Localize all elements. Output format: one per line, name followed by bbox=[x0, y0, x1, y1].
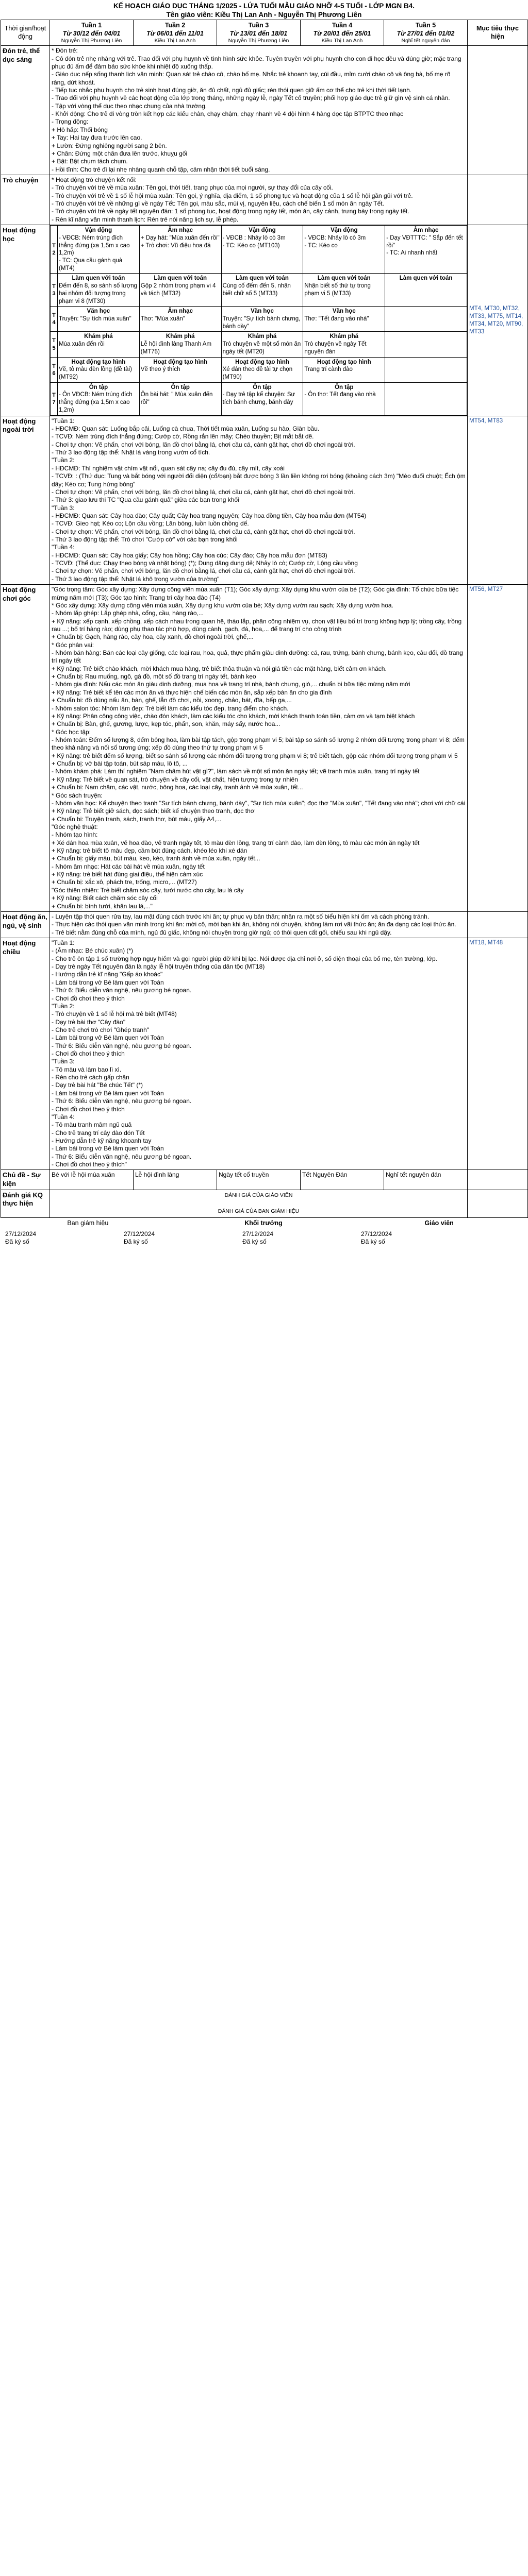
text-line: * Góc sách truyện: bbox=[52, 791, 103, 799]
title-line-2: Tên giáo viên: Kiều Thị Lan Anh - Nguyễn Thị Phương Liên bbox=[166, 10, 362, 19]
lesson-subject: Làm quen với toán bbox=[154, 275, 207, 282]
an-ngu-row bbox=[1, 911, 528, 938]
lesson-subject: Làm quen với toán bbox=[72, 275, 125, 282]
admin-evaluation-label: ĐÁNH GIÁ CỦA BAN GIÁM HIỆU bbox=[218, 1208, 300, 1215]
choi-goc-row bbox=[1, 585, 528, 912]
lesson-content: Thơ: "Tết đang vào nhà" bbox=[304, 316, 369, 322]
text-line: - Trẻ biết nằm đúng chỗ của mình, ngủ đủ giấc, không nói chuyện trong giờ ngủ; có thói quen cất gối, chiếu sau khi ngủ dậy. bbox=[52, 928, 392, 936]
sign-date: 27/12/2024 bbox=[242, 1230, 274, 1238]
text-line: "Tuần 4: bbox=[52, 544, 75, 551]
text-line: - Làm bài trong vở Bé làm quen với Toán bbox=[52, 978, 164, 986]
text-line: "Tuần 1: bbox=[52, 417, 75, 425]
text-line: + Chuẩn bị: Gạch, hàng rào, cây hoa, cây xanh, đồ chơi ngoài trời, ghế,... bbox=[52, 633, 254, 641]
lesson-content: Mùa xuân đến rồi bbox=[59, 341, 105, 348]
text-line: - Trò chuyện với trẻ về ngày tết nguyên đán: 1 số phong tục, hoạt động trong ngày tết, món ăn, cây cảnh, trưng bày trong ngày tết. bbox=[52, 208, 409, 215]
signature-date-block bbox=[119, 1230, 237, 1246]
text-line: - TCVĐ: : (Thứ dục: Tung và bắt bóng với người đối diện (cổ/bạn) bắt được bóng 3 lần liền không rơi bóng (khoảng cách 3m) "Mèo đuổi chuột; Ếch ộm dây; Kéo co; Tung hứng bóng" bbox=[52, 472, 466, 488]
lesson-content: + Dạy hát: "Mùa xuân đến rồi" + Trò chơi: Vũ điệu hoa đá bbox=[140, 234, 220, 249]
tro-chuyen-row bbox=[1, 175, 528, 225]
text-line: - HĐCMĐ: Quan sát: Luống bắp cải, Luống cà chua, Thời tiết mùa xuân, Luống su hào, Giàn bầu. bbox=[52, 425, 320, 432]
lesson-subject: Văn học bbox=[332, 308, 356, 315]
lesson-subject: Làm quen với toán bbox=[399, 275, 453, 282]
day-label: T3 bbox=[51, 274, 58, 307]
text-line: * Góc xây dựng: Xây dựng công viên mùa xuân, Xây dựng khu vườn của bé; Xây dựng vườn rau sạch; Xây dựng vườn hoa. bbox=[52, 601, 393, 609]
text-line: - Thứ 3 lao động tập thể: Nhặt lá khô trong vườn của trường" bbox=[52, 575, 220, 583]
text-line: - Dạy trẻ bài thơ "Cây đào" bbox=[52, 1018, 126, 1026]
text-line: * Đón trẻ: bbox=[52, 47, 78, 55]
lesson-subject: Âm nhạc bbox=[168, 308, 193, 315]
lesson-content: Trò chuyện về một số món ăn ngày tết (MT20) bbox=[222, 341, 301, 355]
lesson-subject: Vận động bbox=[331, 227, 358, 234]
lesson-cell bbox=[139, 357, 221, 382]
week-teacher: Nguyễn Thị Phương Liên bbox=[61, 37, 122, 44]
text-line: "Góc thiên nhiên: Trẻ biết chăm sóc cây, tưới nước cho cây, lau lá cây bbox=[52, 886, 244, 894]
text-line: + Lườn: Đứng nghiêng người sang 2 bên. bbox=[52, 142, 167, 149]
lesson-content: Gộp 2 nhóm trong phạm vi 4 và tách (MT32) bbox=[140, 283, 216, 297]
text-line: + Chuẩn bị: giấy màu, bút màu, keo, kéo, tranh ảnh về mùa xuân, ngày tết... bbox=[52, 855, 260, 862]
goal-cell bbox=[468, 46, 528, 175]
lesson-subject: Vận động bbox=[85, 227, 112, 234]
lesson-content: - VĐCB: Ném trúng đích thẳng đứng (xa 1,5m x cao 1,2m) - TC: Qua cầu gánh quả (MT4) bbox=[59, 234, 130, 272]
text-line: + Hô hấp: Thổi bóng bbox=[52, 126, 108, 133]
text-line: - Cho trẻ ôn tập 1 số trường hợp nguy hiểm và gọi người giúp đỡ khi bị lạc. Nói được địa chỉ nơi ở, số điện thoại của bố mẹ, tên trường, lớp. bbox=[52, 955, 437, 962]
text-line: - Thứ 3 lao động tập thể: Nhặt lá vàng trong vườn cổ tích. bbox=[52, 449, 210, 456]
signature-dates bbox=[0, 1230, 527, 1246]
lesson-cell bbox=[303, 332, 385, 357]
row-label: Hoạt động ngoài trời bbox=[1, 416, 50, 585]
text-line: + Chuẩn bị: Bàn, ghế, gương, lược, kẹp tóc, phấn, son, khăn, máy sấy, nước hoa... bbox=[52, 720, 280, 728]
text-line: - Trọng động: bbox=[52, 118, 89, 126]
text-line: + Kỹ năng: Biết cách chăm sóc cây cối bbox=[52, 894, 158, 902]
text-line: - TCVĐ: Ném trúng đích thẳng đứng; Cướp cờ, Rồng rắn lên mây; Chèo thuyền; Bịt mắt bắt dê. bbox=[52, 433, 314, 440]
don-tre-row bbox=[1, 46, 528, 175]
lesson-subject: Làm quen với toán bbox=[236, 275, 289, 282]
lesson-cell bbox=[139, 274, 221, 307]
chu-de-row bbox=[1, 1170, 528, 1190]
text-line: - Chơi tự chọn: Vẽ phấn, chơi với bóng, lăn đồ chơi bằng lá, chơi cầu cá, cành gặt hạt, chơi đồ chơi ngoài trời. bbox=[52, 440, 355, 448]
chieu-row bbox=[1, 938, 528, 1170]
goal-cell bbox=[468, 911, 528, 938]
text-line: - Nhóm salon tóc: Nhóm làm đẹp: Trẻ biết làm các kiểu tóc đẹp, trang điểm cho khách. bbox=[52, 704, 289, 712]
text-line: - Nhóm lắp ghép: Lắp ghép nhà, cổng, cầu, hàng rào,... bbox=[52, 609, 204, 617]
lesson-cell bbox=[58, 226, 140, 274]
text-line: - Dạy trẻ bài hát "Bé chúc Tết" (*) bbox=[52, 1081, 143, 1089]
text-line: - Hướng dẫn trẻ kỹ năng khoanh tay bbox=[52, 1137, 152, 1144]
text-line: - Hồi tĩnh: Cho trẻ đi lại nhẹ nhàng quanh chỗ tập, cảm nhận thời tiết buổi sáng. bbox=[52, 165, 270, 173]
text-line: + Chuẩn bị: xắc xô, phách tre, trống, micro,... (MT27) bbox=[52, 878, 197, 886]
text-line: - Chơi đồ chơi theo ý thích bbox=[52, 1050, 125, 1058]
text-line: "Tuần 2: bbox=[52, 456, 75, 464]
text-line: - Chơi tự chọn: Vẽ phấn, chơi với bóng, lăn đồ chơi bằng lá, chơi cầu cá, cành gặt hạt, chơi đồ chơi ngoài trời. bbox=[52, 488, 355, 496]
choi-goc-content bbox=[50, 585, 468, 912]
chu-de-cell: Tết Nguyên Đán bbox=[301, 1170, 384, 1190]
lesson-cell bbox=[385, 307, 467, 332]
text-line: - Nhóm tạo hình: bbox=[52, 831, 98, 839]
don-tre-content bbox=[50, 46, 468, 175]
sign-date: 27/12/2024 bbox=[5, 1230, 37, 1238]
lesson-cell bbox=[139, 382, 221, 415]
lesson-content: Trò chuyện về ngày Tết nguyên đán bbox=[304, 341, 367, 355]
text-line: + Chuẩn bị: vở bài tập toán, bút sáp màu, lô tô, ... bbox=[52, 760, 188, 768]
day-row bbox=[51, 382, 467, 415]
week-dates: Từ 06/01 đến 11/01 bbox=[146, 29, 204, 37]
lesson-cell bbox=[221, 357, 303, 382]
text-line: + Bật: Bật chụm tách chụm. bbox=[52, 158, 128, 165]
text-line: - Nhóm gia đình: Nấu các món ăn giàu dinh dưỡng, mua hoa về trang trí nhà, bánh chưng, giò,... chuẩn bị bữa tiệc mừng năm mới bbox=[52, 681, 410, 688]
text-line: "Góc nghệ thuật: bbox=[52, 823, 98, 831]
text-line: - Chơi tự chọn: Vẽ phấn, chơi với bóng, lăn đồ chơi bằng lá, chơi cầu cá, cành gặt hạt, chơi đồ chơi ngoài trời. bbox=[52, 567, 355, 575]
row-label: Hoạt động chơi góc bbox=[1, 585, 50, 912]
row-label: Hoạt động chiều bbox=[1, 938, 50, 1170]
text-line: - Tiếp tục nhắc phụ huynh cho trẻ sinh hoạt đúng giờ, ăn đủ chất, ngủ đủ giấc; rèn thói quen giữ ấm cơ thể cho trẻ khi thời tiết lạnh. bbox=[52, 86, 412, 94]
text-line: - Thứ 6: Biểu diễn văn nghệ, nêu gương bé ngoan. bbox=[52, 1097, 192, 1105]
lesson-subject: Âm nhạc bbox=[413, 227, 439, 234]
lesson-cell bbox=[385, 274, 467, 307]
sign-date: 27/12/2024 bbox=[361, 1230, 392, 1238]
text-line: - Hướng dẫn trẻ kĩ năng "Gấp áo khoác" bbox=[52, 971, 163, 978]
lesson-content: - Ôn thơ: Tết đang vào nhà bbox=[304, 392, 376, 398]
lesson-content: Ôn bài hát: " Mùa xuân đến rồi" bbox=[140, 392, 213, 406]
week-teacher: Nghỉ tết nguyên đán bbox=[401, 37, 450, 44]
goal-cell bbox=[468, 1190, 528, 1217]
teacher-label: Giáo viên bbox=[424, 1219, 454, 1227]
day-label: T4 bbox=[51, 307, 58, 332]
text-line: - Nhóm toán: Đếm số lượng 8, đếm bông hoa, làm bài tập tách, gộp trong phạm vi 5; bài tập so sánh số lượng 2 nhóm đối tượng trong phạm vi 8; đếm theo khả năng và nối số tương ứng; xếp đồ dùng theo thứ tự trong phạm vi 5 bbox=[52, 736, 465, 752]
lesson-cell bbox=[139, 332, 221, 357]
text-line: "Góc trọng tâm: Góc xây dựng: Xây dựng công viên mùa xuân (T1); Góc xây dựng: Xây dựng khu vườn của bé (T2); Góc gia đình: Tổ chức bữa tiệc mừng năm mới (T3); Góc tạo hình: Trang trí cây hoa đào (T4) bbox=[52, 586, 459, 601]
row-label: Đón trẻ, thể dục sáng bbox=[1, 46, 50, 175]
week-header bbox=[134, 20, 217, 45]
lesson-content: - VĐCB : Nhảy lò cò 3m - TC: Kéo co (MT103) bbox=[222, 234, 286, 249]
text-line: - Thứ 3: giao lưu thi TC "Qua cầu gánh quả" giữa các bạn trong khối bbox=[52, 496, 239, 504]
lesson-plan-page bbox=[0, 0, 528, 1246]
text-line: - Tô màu và làm bao lì xì. bbox=[52, 1065, 122, 1073]
text-line: "Tuần 1: bbox=[52, 939, 75, 946]
text-line: + Kỹ năng: trẻ biết hát đúng giai điệu, thể hiện cảm xúc bbox=[52, 871, 203, 878]
lesson-content: Vẽ, tô màu đèn lồng (đề tài) (MT92) bbox=[59, 366, 132, 381]
goal-cell bbox=[468, 1170, 528, 1190]
lesson-subject: Âm nhạc bbox=[168, 227, 193, 234]
lesson-cell bbox=[385, 226, 467, 274]
lesson-subject: Khám phá bbox=[84, 333, 113, 340]
hoat-dong-hoc-row bbox=[1, 225, 528, 416]
week-label: Tuần 5 bbox=[415, 21, 436, 29]
text-line: - Nhóm khám phá: Làm thí nghiệm "Nam châm hút vật gì?", làm sách về một số món ăn ngày tết; vẽ tranh mùa xuân, trang trí ngày tết bbox=[52, 768, 420, 775]
day-row bbox=[51, 332, 467, 357]
text-line: "Tuần 4: bbox=[52, 1113, 75, 1121]
text-line: * Hoạt động trò chuyện kết nối: bbox=[52, 176, 137, 183]
day-label: T6 bbox=[51, 357, 58, 382]
text-line: * Góc học tập: bbox=[52, 728, 91, 736]
text-line: + Kỹ năng: Trẻ biết về quan sát, trò chuyện về cây cối, vật chất, hiện tượng trong tự nhiên bbox=[52, 775, 298, 783]
text-line: + Chuẩn bị: Truyện tranh, sách, tranh thơ, bút màu, giấy A4,... bbox=[52, 815, 222, 823]
text-line: + Kỹ năng: trẻ biết đếm số lượng, biết so sánh số lượng các nhóm đối tượng trong phạm vi 8; trẻ biết tách, gộp các nhóm đối tượng trong phạm vi 5 bbox=[52, 752, 458, 759]
text-line: - Trò chuyện với trẻ về những gì về ngày Tết: Tên gọi, màu sắc, mùi vị, nguyên liệu, cách chế biến 1 số món ăn ngày Tết. bbox=[52, 200, 384, 208]
text-line: + Kỹ năng: xếp cạnh, xếp chồng, xếp cách nhau trong quan hệ, tháo lắp, phân công nhiệm vụ, chọn vật liệu bố trí trong không hợp lý; trồng cây, trồng rau ...; bố trí hàng rào; dùng phụ thao tác phù hợp, dùng cành, gạch, đá, hoa,... để trang trí cho công trình bbox=[52, 617, 462, 633]
lesson-cell bbox=[303, 307, 385, 332]
text-line: - Trò chuyện với trẻ về 1 số lễ hội mùa xuân: Tên gọi, ý nghĩa, địa điểm, 1 số phong tục và hoạt động của 1 số lễ hội gần gũi với trẻ. bbox=[52, 192, 413, 199]
text-line: - Thứ 6: Biểu diễn văn nghệ, nêu gương bé ngoan. bbox=[52, 1042, 192, 1049]
goal-cell bbox=[468, 175, 528, 225]
lesson-cell bbox=[303, 274, 385, 307]
lesson-content: Truyện: "Sự tích mùa xuân" bbox=[59, 316, 131, 322]
grade-leader-label: Khối trưởng bbox=[244, 1219, 283, 1227]
week-label: Tuần 1 bbox=[81, 21, 102, 29]
text-line: - Cho trẻ trang trí cây đào đón Tết bbox=[52, 1129, 145, 1137]
lesson-cell bbox=[303, 226, 385, 274]
sign-status: Đã ký số bbox=[124, 1238, 148, 1245]
danh-gia-row bbox=[1, 1190, 528, 1217]
text-line: + Kỹ năng: Phân công công việc, chào đón khách, làm các kiểu tóc cho khách, mời khách thanh toán tiền, cảm ơn và tạm biệt khách bbox=[52, 712, 415, 720]
row-label: Hoạt động học bbox=[1, 225, 50, 416]
lesson-subject: Ôn tập bbox=[171, 384, 190, 391]
text-line: - Chơi đồ chơi theo ý thích bbox=[52, 1105, 125, 1113]
text-line: + Chuẩn bị: Nam châm, các vật, nước, bông hoa, các loại cây, tranh ảnh về mùa xuân, tết... bbox=[52, 784, 303, 791]
text-line: - Khởi động: Cho trẻ đi vòng tròn kết hợp các kiểu chân, chạy chậm, chạy nhanh về 4 đội hình 4 hàng dọc tập BTPTC theo nhạc bbox=[52, 110, 404, 118]
text-line: - Rèn cho trẻ cách gấp chăn bbox=[52, 1074, 129, 1081]
text-line: - (Âm nhạc: Bé chúc xuân) (*) bbox=[52, 947, 134, 955]
lesson-content: Lễ hội đình làng Thanh Am (MT75) bbox=[140, 341, 212, 355]
lesson-cell bbox=[385, 382, 467, 415]
text-line: - Nhóm văn học: Kể chuyện theo tranh "Sự tích bánh chưng, bánh dày", "Sự tích mùa xuân"; đọc thơ "Mùa xuân", "Tết đang vào nhà"; chơi với chữ cái bbox=[52, 799, 466, 807]
lesson-cell bbox=[139, 226, 221, 274]
goal-cell: MT54, MT83 bbox=[468, 416, 528, 585]
row-label: Chủ đề - Sự kiện bbox=[1, 1170, 50, 1190]
lesson-cell bbox=[58, 357, 140, 382]
text-line: - Nhóm âm nhạc: Hát các bài hát về mùa xuân, ngày tết bbox=[52, 862, 205, 870]
lesson-subject: Văn học bbox=[251, 308, 274, 315]
lesson-cell bbox=[303, 382, 385, 415]
plan-table bbox=[1, 20, 528, 1218]
text-line: - Làm bài trong vở Bé làm quen với Toán bbox=[52, 1089, 164, 1097]
teacher-evaluation-label: ĐÁNH GIÁ CỦA GIÁO VIÊN bbox=[224, 1192, 293, 1198]
text-line: - Làm bài trong vở Bé làm quen với Toán bbox=[52, 1145, 164, 1153]
text-line: - Chơi đồ chơi theo ý thích bbox=[52, 994, 125, 1002]
weekly-schedule-subtable bbox=[50, 225, 467, 416]
lesson-content: - VĐCB: Nhảy lò cò 3m - TC: Kéo co bbox=[304, 234, 366, 249]
text-line: + Chuẩn bị: đồ dùng nấu ăn, bàn, ghế, lẵn đồ chơi, nồi, xoong, chảo, bát, đĩa, bếp ga,... bbox=[52, 697, 292, 704]
text-line: + Chân: Đứng một chân đưa lên trước, khuỵu gối bbox=[52, 149, 188, 157]
signature-row bbox=[0, 1219, 527, 1227]
text-line: - Trò chuyện với trẻ về mùa xuân: Tên gọi, thời tiết, trang phục của mọi người, sự thay đổi của cây cối. bbox=[52, 184, 333, 192]
text-line: + Tay: Hai tay đưa trước lên cao. bbox=[52, 134, 142, 142]
text-line: - Chơi đồ chơi theo ý thích" bbox=[52, 1161, 127, 1168]
text-line: - HĐCMĐ: Quan sát: Cây hoa giấy; Cây hoa hồng; Cây hoa cúc; Cây đào; Cây hoa mẫu đơn (MT83) bbox=[52, 551, 327, 559]
week-dates: Từ 20/01 đến 25/01 bbox=[313, 29, 371, 37]
text-line: - Thứ 6: Biểu diễn văn nghệ, nêu gương bé ngoan. bbox=[52, 1153, 192, 1160]
lesson-subject: Làm quen với toán bbox=[317, 275, 371, 282]
week-header bbox=[50, 20, 134, 45]
ngoai-troi-row bbox=[1, 416, 528, 585]
lesson-subject: Hoạt động tạo hình bbox=[317, 359, 371, 365]
lesson-subject: Văn học bbox=[87, 308, 110, 315]
day-label: T5 bbox=[51, 332, 58, 357]
week-dates: Từ 30/12 đến 04/01 bbox=[62, 29, 121, 37]
time-activity-header: Thời gian/hoạt động bbox=[1, 20, 50, 45]
goal-cell: MT18, MT48 bbox=[468, 938, 528, 1170]
lesson-content: Nhận biết số thứ tự trong phạm vi 5 (MT33) bbox=[304, 283, 371, 297]
text-line: - Giáo dục nếp sống thanh lịch văn minh: Quan sát trẻ chào cô, chào bố mẹ. Nhắc trẻ khoanh tay, cúi đầu, mỉm cười chào cô và ông bà, bố mẹ rõ ràng, dứt khoát. bbox=[52, 71, 451, 86]
text-line: + Kỹ năng: trẻ biết tô màu đẹp, cầm bút đúng cách, khéo léo khi xé dán bbox=[52, 847, 248, 855]
week-header bbox=[384, 20, 468, 45]
text-line: - HĐCMĐ: Thí nghiệm vật chìm vật nổi, quan sát cây na; cây đu đủ, cây mít, cây xoài bbox=[52, 464, 285, 472]
row-label: Trò chuyện bbox=[1, 175, 50, 225]
lesson-cell bbox=[58, 307, 140, 332]
week-header bbox=[217, 20, 301, 45]
lesson-content: Trang trí cành đào bbox=[304, 366, 353, 373]
lesson-cell bbox=[221, 332, 303, 357]
text-line: - TCVĐ: Gieo hạt; Kéo co; Lộn cầu vồng; Lăn bóng, luồn luồn chồng dế. bbox=[52, 520, 249, 528]
lesson-content: Thơ: "Mùa xuân" bbox=[140, 316, 185, 322]
text-line: - Thứ 3 lao động tập thể: Trò chơi "Cướp cờ" với các bạn trong khối bbox=[52, 536, 238, 544]
day-row bbox=[51, 274, 467, 307]
danh-gia-content bbox=[50, 1190, 468, 1217]
lesson-subject: Khám phá bbox=[329, 333, 359, 340]
text-line: - Thứ 6: Biểu diễn văn nghệ, nêu gương bé ngoan. bbox=[52, 987, 192, 994]
lesson-subject: Hoạt động tạo hình bbox=[153, 359, 208, 365]
ngoai-troi-content bbox=[50, 416, 468, 585]
text-line: "Tuần 2: bbox=[52, 1002, 75, 1010]
chu-de-cell: Nghỉ tết nguyên đán bbox=[384, 1170, 468, 1190]
lesson-content: Xé dán theo đề tài tự chọn (MT90) bbox=[222, 366, 293, 381]
lesson-subject: Hoạt động tạo hình bbox=[235, 359, 289, 365]
lesson-subject: Hoạt động tạo hình bbox=[71, 359, 126, 365]
text-line: + Kỹ năng: Trẻ biết giở sách, đọc sách; biết kể chuyện theo tranh, đọc thơ bbox=[52, 807, 255, 815]
title-line-1: KẾ HOẠCH GIÁO DỤC THÁNG 1/2025 - LỨA TUỔI MẪU GIÁO NHỠ 4-5 TUỔI - LỚP MGN B4. bbox=[113, 2, 415, 10]
lesson-cell bbox=[221, 226, 303, 274]
lesson-content: Đếm đến 8, so sánh số lượng hai nhóm đối tượng trong phạm vi 8 (MT30) bbox=[59, 283, 138, 304]
week-label: Tuần 4 bbox=[332, 21, 353, 29]
row-label: Hoạt động ăn, ngủ, vệ sinh bbox=[1, 911, 50, 938]
text-line: "Tuần 3: bbox=[52, 504, 75, 512]
day-label: T7 bbox=[51, 382, 58, 415]
chu-de-cell: Bé với lễ hội mùa xuân bbox=[50, 1170, 134, 1190]
chu-de-cell: Lễ hội đình làng bbox=[134, 1170, 217, 1190]
lesson-cell bbox=[221, 307, 303, 332]
text-line: - Cho trẻ chơi trò chơi "Ghép tranh" bbox=[52, 1026, 149, 1033]
lesson-content: - Ôn VĐCB: Ném trúng đích thẳng đứng (xa 1,5m x cao 1,2m) bbox=[59, 392, 133, 413]
header-row bbox=[1, 20, 528, 45]
lesson-cell bbox=[221, 274, 303, 307]
lesson-cell bbox=[58, 274, 140, 307]
week-teacher: Kiều Thị Lan Anh bbox=[321, 37, 363, 44]
text-line: - Luyện tập thói quen rửa tay, lau mặt đúng cách trước khi ăn; tự phục vụ bản thân; nhận ra một số biểu hiện khi ốm và cách phòng tránh. bbox=[52, 912, 430, 920]
lesson-subject: Ôn tập bbox=[89, 384, 108, 391]
text-line: + Chuẩn bị: bình tưới, khăn lau lá,..." bbox=[52, 902, 153, 910]
text-line: - TCVĐ: (Thể dục: Chạy theo bóng và nhặt bóng) (*); Dung dăng dung dẻ; Nhảy lò cò; Cướp cờ, Lộng cầu vồng bbox=[52, 560, 358, 567]
week-dates: Từ 27/01 đến 01/02 bbox=[397, 29, 455, 37]
day-row bbox=[51, 307, 467, 332]
lesson-cell bbox=[303, 357, 385, 382]
week-label: Tuần 3 bbox=[248, 21, 269, 29]
chu-de-cell: Ngày tết cổ truyền bbox=[217, 1170, 301, 1190]
week-teacher: Kiều Thị Lan Anh bbox=[154, 37, 196, 44]
text-line: - Tập với vòng thể dục theo nhạc chung của nhà trường. bbox=[52, 102, 207, 110]
lesson-subject: Ôn tập bbox=[253, 384, 272, 391]
lesson-subject: Vận động bbox=[249, 227, 276, 234]
text-line: + Chuẩn bị: Rau muống, ngô, gà đồ, một số đồ trang trí ngày tết, bánh kẹo bbox=[52, 673, 256, 681]
lesson-subject: Ôn tập bbox=[335, 384, 354, 391]
week-label: Tuần 2 bbox=[164, 21, 186, 29]
chieu-content bbox=[50, 938, 468, 1170]
tro-chuyen-content bbox=[50, 175, 468, 225]
sign-status: Đã ký số bbox=[242, 1238, 267, 1245]
text-line: - HĐCMĐ: Quan sát: Cây hoa đào; Cây quất; Cây hoa trang nguyên; Cây hoa đồng tiền, Cây hoa mẫu đơn (MT54) bbox=[52, 512, 367, 519]
text-line: - Dạy trẻ ngày Tết nguyên đán là ngày lễ hội truyền thống của dân tộc (MT18) bbox=[52, 963, 265, 971]
lesson-content: Vẽ theo ý thích bbox=[140, 366, 180, 373]
text-line: - Thực hiện các thói quen văn minh trong khi ăn: mời cô, mời bạn khi ăn, không nói chuyện, không làm rơi vãi thức ăn; ăn đa dạng các loại thức ăn. bbox=[52, 921, 456, 928]
day-label: T2 bbox=[51, 226, 58, 274]
lesson-content: Cùng cố đếm đến 5, nhận biết chữ số 5 (MT33) bbox=[222, 283, 291, 297]
goal-header: Mục tiêu thực hiện bbox=[468, 20, 528, 45]
text-line: + Kỹ năng: Trẻ biết chào khách, mời khách mua hàng, trẻ biết thỏa thuận và nói giá tiền các mặt hàng, biết cảm ơn khách. bbox=[52, 665, 387, 672]
text-line: - Nhóm bán hàng: Bán các loại cây giống, các loại rau, hoa, quả, thực phẩm giàu dinh dưỡng: cá, rau, trứng, bánh chưng, bánh kẹo, câu đối, đồ trang trí ngày tết bbox=[52, 649, 463, 665]
lesson-cell bbox=[58, 332, 140, 357]
goal-cell: MT4, MT30, MT32, MT33, MT75, MT14, MT34, MT20, MT90, MT33 bbox=[468, 225, 528, 416]
sign-date: 27/12/2024 bbox=[124, 1230, 155, 1238]
text-line: - Làm bài trong vở Bé làm quen với Toán bbox=[52, 1034, 164, 1042]
text-line: - Cô đón trẻ nhẹ nhàng với trẻ. Trao đổi với phụ huynh về tình hình sức khỏe. Tuyên truyền với phụ huynh cho con đi học đều và đúng giờ; mặc trang phục đủ ấm để đảm bảo sức khỏe khi nhiệt độ xuống thấp. bbox=[52, 55, 461, 70]
lesson-cell bbox=[58, 382, 140, 415]
text-line: - Trò chuyện về 1 số lễ hội mà trẻ biết (MT48) bbox=[52, 1010, 177, 1018]
lesson-cell bbox=[221, 382, 303, 415]
text-line: "Tuần 3: bbox=[52, 1058, 75, 1065]
lesson-content: Truyện: "Sự tích bánh chưng, bánh dày" bbox=[222, 316, 301, 330]
text-line: + Xé dán hoa mùa xuân, vẽ hoa đào, vẽ tranh ngày tết, tô màu đèn lồng, trang trí cành đào, làm đèn lồng, tô màu các món ăn ngày tết bbox=[52, 839, 420, 846]
sign-status: Đã ký số bbox=[5, 1238, 29, 1245]
day-row bbox=[51, 357, 467, 382]
week-header bbox=[301, 20, 384, 45]
signature-date-block bbox=[356, 1230, 474, 1246]
goal-cell: MT56, MT27 bbox=[468, 585, 528, 912]
lesson-subject: Khám phá bbox=[166, 333, 195, 340]
sign-status: Đã ký số bbox=[361, 1238, 385, 1245]
document-title bbox=[0, 2, 528, 20]
day-row bbox=[51, 226, 467, 274]
text-line: - Rèn kĩ năng văn minh thanh lịch: Rèn trẻ nói năng lịch sự, lễ phép. bbox=[52, 215, 239, 223]
lesson-content: - Dạy trẻ tập kể chuyện: Sự tích bánh chưng, bánh dày bbox=[222, 392, 295, 406]
lesson-cell bbox=[385, 357, 467, 382]
text-line: + Kỹ năng: Trẻ biết kể tên các món ăn và thực hiện chế biến các món ăn, sắp xếp bàn ăn cho gia đình bbox=[52, 688, 332, 696]
lesson-content: - Dạy VĐTTTC: " Sắp đến tết rồi" - TC: Ai nhanh nhất bbox=[386, 234, 463, 257]
signature-date-block bbox=[0, 1230, 119, 1246]
signature-date-block bbox=[237, 1230, 356, 1246]
row-label: Đánh giá KQ thực hiện bbox=[1, 1190, 50, 1217]
principal-label: Ban giám hiệu bbox=[67, 1219, 109, 1227]
week-dates: Từ 13/01 đến 18/01 bbox=[229, 29, 288, 37]
lesson-subject: Khám phá bbox=[248, 333, 277, 340]
text-line: - Trao đổi với phụ huynh về các hoạt động của lớp trong tháng, những ngày lễ, ngày Tết cổ truyền; phối hợp giáo dục trẻ giữ gìn vệ sinh cá nhân. bbox=[52, 94, 450, 102]
lesson-cell bbox=[385, 332, 467, 357]
text-line: - Tô màu tranh mâm ngũ quả bbox=[52, 1121, 132, 1129]
an-ngu-content bbox=[50, 911, 468, 938]
week-teacher: Nguyễn Thị Phương Liên bbox=[228, 37, 289, 44]
text-line: - Chơi tự chọn: Vẽ phấn, chơi với bóng, lăn đồ chơi bằng lá, chơi cầu cá, cành gặt hạt, chơi đồ chơi ngoài trời. bbox=[52, 528, 355, 535]
text-line: * Góc phân vai: bbox=[52, 641, 94, 649]
hoat-dong-hoc-content bbox=[50, 225, 468, 416]
lesson-cell bbox=[139, 307, 221, 332]
